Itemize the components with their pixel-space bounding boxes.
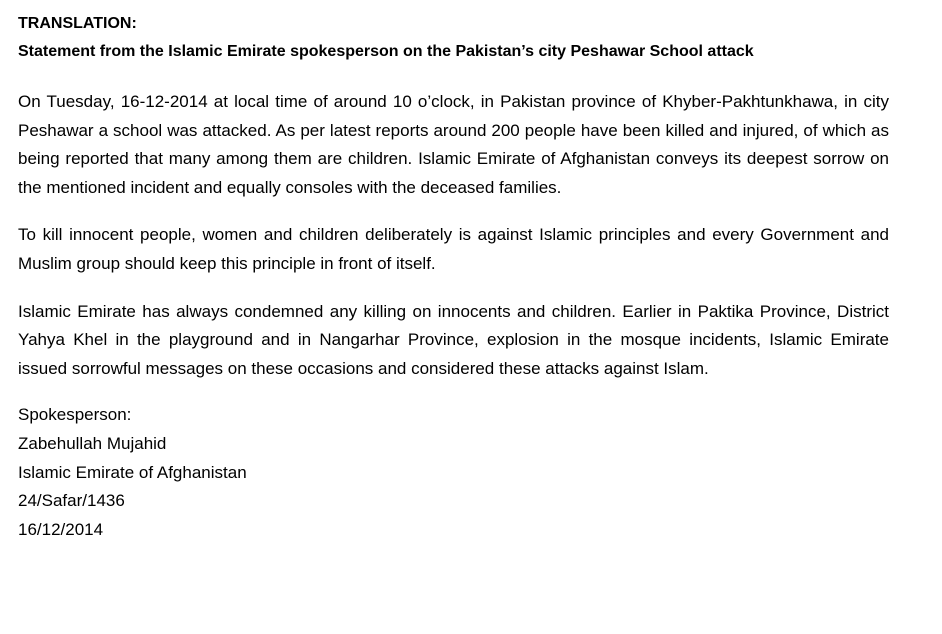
signature-role: Spokesperson: xyxy=(18,405,132,425)
signature-organization: Islamic Emirate of Afghanistan xyxy=(18,462,247,482)
translation-label: TRANSLATION: xyxy=(18,15,137,32)
signature-gregorian-date: 16/12/2014 xyxy=(18,519,104,539)
signature-name: Zabehullah Mujahid xyxy=(18,433,167,453)
document xyxy=(18,10,889,544)
statement-title: Statement from the Islamic Emirate spokesperson on the Pakistan’s city Peshawar School attack xyxy=(18,43,754,60)
paragraph-principles: To kill innocent people, women and children deliberately is against Islamic principles and every Government and Muslim group should keep this principle in front of itself. xyxy=(18,225,889,273)
signature-hijri-date: 24/Safar/1436 xyxy=(18,491,125,511)
paragraph-condemnation: Islamic Emirate has always condemned any killing on innocents and children. Earlier in Paktika Province, District Yahya Khel in the playground and in Nangarhar Province, explosion in the mosque incidents, Islamic Emirate issued sorrowful messages on these occasions and considered these attacks against Islam. xyxy=(18,301,889,378)
signature-block xyxy=(18,401,889,544)
paragraph-incident: On Tuesday, 16-12-2014 at local time of around 10 o’clock, in Pakistan province of Khyber-Pakhtunkhawa, in city Peshawar a school was attacked. As per latest reports around 200 people have been killed and injured, of which as being reported that many among them are children. Islamic Emirate of Afghanistan conveys its deepest sorrow on the mentioned incident and equally consoles with the deceased families. xyxy=(18,92,889,197)
